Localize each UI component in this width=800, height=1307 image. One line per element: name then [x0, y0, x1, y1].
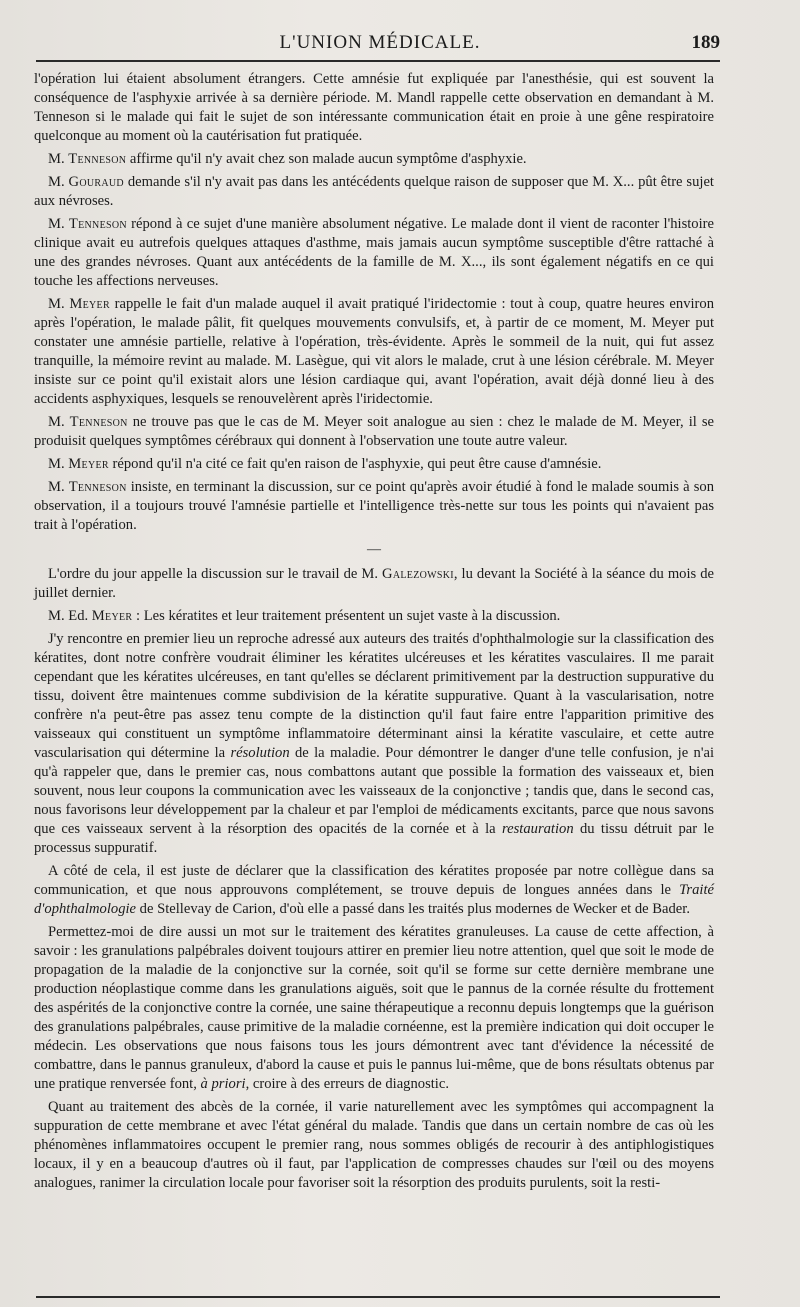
- text-run: M.: [48, 216, 69, 232]
- speaker-name: Tenneson: [69, 414, 128, 430]
- paragraph: [34, 478, 714, 535]
- body-text: [34, 70, 714, 1193]
- text-run: M.: [48, 151, 69, 167]
- speaker-name: Meyer: [91, 608, 133, 624]
- paragraph: [34, 607, 714, 626]
- text-run: demande s'il n'y avait pas dans les antécédents quelque raison de supposer que M. X... pût être sujet aux névroses.: [34, 174, 714, 209]
- emphasis-text: à priori: [200, 1076, 246, 1092]
- text-run: M.: [48, 414, 70, 430]
- text-run: M.: [48, 174, 69, 190]
- text-run: affirme qu'il n'y avait chez son malade aucun symptôme d'asphyxie.: [126, 151, 527, 167]
- text-run: : Les kératites et leur traitement présentent un sujet vaste à la discussion.: [132, 608, 561, 624]
- header-rule: [36, 60, 720, 62]
- paragraph: [34, 413, 714, 451]
- text-run: ne trouve pas que le cas de M. Meyer soit analogue au sien : chez le malade de M. Meyer, il se produisit quelques symptômes cérébraux qui donnent à l'observation une toute autre valeur.: [34, 414, 714, 449]
- text-run: répond qu'il n'a cité ce fait qu'en raison de l'asphyxie, qui peut être cause d'amnésie.: [108, 456, 602, 472]
- emphasis-text: résolution: [230, 745, 290, 761]
- paragraph: [34, 70, 714, 146]
- text-run: rappelle le fait d'un malade auquel il avait pratiqué l'iridectomie : tout à coup, quatre heures environ après l'opération, le malade pâlit, fit quelques mouvements convulsifs, et, à partir de ce moment, M. Meyer put constater une amnésie partielle, relative à l'opération, très-évidente. Après le sommeil de la nuit, qui fut assez tranquille, la mémoire revint au malade. M. Lasègue, qui vit alors le malade, crut à une lésion cérébrale. M. Meyer insiste sur ce point qu'il existait alors une lésion cardiaque qui, avant l'opération, avait déjà donné lieu à des accidents asphyxiques, lesquels se renouvelèrent après l'iridectomie.: [34, 296, 715, 407]
- paragraph: [34, 862, 714, 919]
- speaker-name: Tenneson: [68, 479, 127, 495]
- section-separator: —: [367, 542, 381, 557]
- emphasis-text: restauration: [502, 821, 574, 837]
- section-tenneson-discussion: [34, 70, 714, 535]
- paragraph: [34, 630, 714, 858]
- speaker-name: Tenneson: [68, 151, 127, 167]
- text-run: , lu devant la Société à la séance du mois de juillet dernier.: [34, 566, 714, 601]
- text-run: de Stellevay de Carion, d'où elle a passé dans les traités plus modernes de Wecker et de Bader.: [136, 901, 690, 917]
- paragraph: [34, 173, 714, 211]
- page-number: 189: [691, 32, 720, 53]
- text-run: L'ordre du jour appelle la discussion sur le travail de M.: [48, 566, 383, 582]
- paragraph: [34, 923, 714, 1094]
- running-head: [40, 28, 720, 58]
- speaker-name: Galezowski: [382, 566, 454, 582]
- paragraph: [34, 1098, 714, 1193]
- paragraph: [34, 295, 714, 409]
- speaker-name: Meyer: [69, 296, 110, 312]
- speaker-name: Meyer: [68, 456, 109, 472]
- text-run: M.: [48, 456, 69, 472]
- text-run: Quant au traitement des abcès de la cornée, il varie naturellement avec les symptômes qui accompagnent la suppuration de cette membrane et avec l'état général du malade. Tandis que dans un certain nombre de cas où les phénomènes inflammatoires occupent le premier rang, nous sommes obligés de recourir à des antiphlogistiques locaux, il y en a beaucoup d'autres où il faut, par l'application de compresses chaudes sur l'œil ou des moyens analogues, ranimer la circulation locale pour favoriser soit la résorption des produits purulents, soit la resti-: [34, 1099, 714, 1191]
- text-run: A côté de cela, il est juste de déclarer que la classification des kératites proposée par notre collègue dans sa communication, et que nous approuvons complétement, se trouve depuis de longues années dans le: [34, 863, 714, 898]
- emphasis-text: Traité d'ophthalmologie: [34, 882, 714, 917]
- footer-rule: [36, 1296, 720, 1298]
- text-run: répond à ce sujet d'une manière absolument négative. Le malade dont il vient de raconter l'histoire clinique avait eu autrefois quelques attaques d'asthme, mais jamais aucun symptôme susceptible d'être rattaché à une des grandes névroses. Quant aux antécédents de la famille de M. X..., ils sont également négatifs en ce qui touche les affections nerveuses.: [34, 216, 714, 289]
- section-keratites-discussion: [34, 565, 714, 1193]
- text-run: M.: [48, 296, 70, 312]
- paragraph: [34, 215, 714, 291]
- text-run: l'opération lui étaient absolument étrangers. Cette amnésie fut expliquée par l'anesthésie, qui est souvent la conséquence de l'asphyxie arrivée à sa dernière période. M. Mandl rappelle cette observation en demandant à M. Tenneson si le malade qui fait le sujet de son intéressante communication était en proie à une gêne respiratoire quelconque au moment où la cautérisation fut pratiquée.: [34, 71, 714, 144]
- text-run: de la maladie. Pour démontrer le danger d'une telle confusion, je n'ai qu'à rappeler que, dans le premier cas, nous combattons autant que possible la formation des vaisseaux et, bien souvent, nous leur coupons la communication avec les vaisseaux de la conjonctive ; tandis que, dans le second cas, nous favorisons leur développement par la chaleur et par l'emploi de médicaments excitants, parce que nous savons que ces vaisseaux servent à la résorption des opacités de la cornée et à la: [34, 745, 715, 837]
- paragraph: [34, 150, 714, 169]
- speaker-name: Gouraud: [68, 174, 124, 190]
- text-run: , croire à des erreurs de diagnostic.: [245, 1076, 449, 1092]
- text-run: J'y rencontre en premier lieu un reproche adressé aux auteurs des traités d'ophthalmologie sur la classification des kératites, dont notre confrère voudrait éliminer les kératites ulcéreuses et les kératites vasculaires. Il me parait cependant que les kératites ulcéreuses, en tant qu'elles se déclarent primitivement par la destruction suppurative du tissu, doivent être maintenues comme subdivision de la kératite suppurative. Quant à la vascularisation, notre confrère n'a peut-être pas assez tenu compte de la distinction qu'il faut faire entre l'apparition primitive des vaisseaux qui constituent un symptôme inflammatoire déterminant ainsi la kératite vasculaire, et cette autre vascularisation qui détermine la: [34, 631, 714, 761]
- speaker-name: Tenneson: [68, 216, 127, 232]
- journal-title: L'UNION MÉDICALE.: [279, 32, 481, 53]
- text-run: M. Ed.: [48, 608, 92, 624]
- paragraph: [34, 455, 714, 474]
- text-run: M.: [48, 479, 69, 495]
- paragraph: [34, 565, 714, 603]
- text-run: insiste, en terminant la discussion, sur ce point qu'après avoir étudié à fond le malade soumis à son observation, il a toujours trouvé l'amnésie partielle et l'intelligence très-nette sur tous les points qui n'avaient pas trait à l'opération.: [34, 479, 714, 533]
- text-run: du tissu détruit par le processus suppuratif.: [34, 821, 714, 856]
- text-run: Permettez-moi de dire aussi un mot sur le traitement des kératites granuleuses. La cause de cette affection, à savoir : les granulations palpébrales doivent toujours attirer en premier lieu notre attention, quel que soit le mode de propagation de la maladie de la conjonctive sur la cornée, soit qu'il se forme sur cette dernière membrane une production néoplastique comme dans les granulations aiguës, soit que le pannus de la cornée résulte du frottement des aspérités de la conjonctive contre la cornée, une saine thérapeutique a reconnu depuis longtemps que la guérison des granulations palpébrales, cause primitive de la maladie cornéenne, est la première indication qui doit occuper le médecin. Les observations que nous faisons tous les jours démontrent avec tant d'évidence la nécessité de combattre, dans le pannus granuleux, d'abord la cause et puis le pannus lui-même, que de bons résultats obtenus par une pratique renversée font,: [34, 924, 714, 1092]
